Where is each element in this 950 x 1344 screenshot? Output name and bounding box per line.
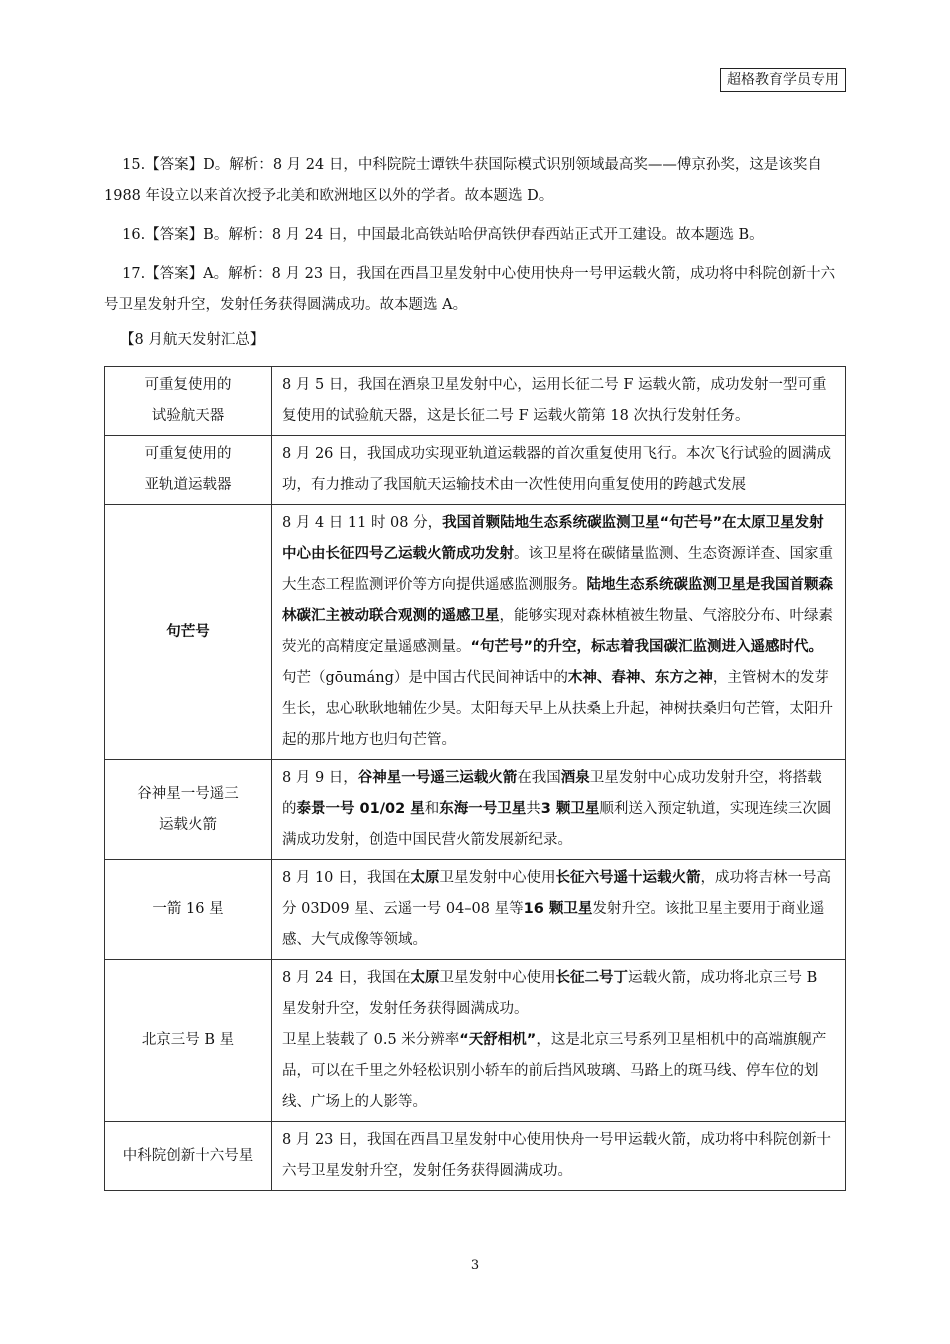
row-name: 一箭 16 星 <box>105 860 272 960</box>
desc-text: 顺利送入预定轨道，实现连续三次圆满成功发射，创造中国民营火箭发展新纪录。 <box>282 801 832 848</box>
answer-16 <box>104 220 846 251</box>
table-row <box>105 860 846 960</box>
desc-bold: 我国首颗陆地生态系统碳监测卫星“句芒号”在太原卫星发射中心由长征四号乙运载火箭成功发射 <box>282 515 824 562</box>
desc-text: ，成功将吉林一号高分 03D09 星、云遥一号 04–08 星等 <box>282 870 832 917</box>
table-row <box>105 505 846 760</box>
desc-bold: 太原 <box>410 870 440 886</box>
row-name-line: 试验航天器 <box>151 408 225 424</box>
row-desc: 8 月 5 日，我国在酒泉卫星发射中心，运用长征二号 F 运载火箭，成功发射一型可重复使用的试验航天器，这是长征二号 F 运载火箭第 18 次执行发射任务。 <box>272 367 846 436</box>
answer-label: 15.【答案】D。解析： <box>122 157 273 173</box>
row-name-line: 亚轨道运载器 <box>144 477 232 493</box>
desc-text: 运载火箭，成功将北京三号 B 星发射升空，发射任务获得圆满成功。 <box>282 970 818 1017</box>
launch-summary-table <box>104 366 846 1191</box>
desc-paragraph <box>282 663 835 756</box>
desc-text: 和 <box>424 801 440 817</box>
desc-text: 8 月 4 日 11 时 08 分， <box>282 515 443 531</box>
row-name: 中科院创新十六号星 <box>105 1122 272 1191</box>
page-number: 3 <box>470 1258 480 1273</box>
row-name <box>105 367 272 436</box>
desc-bold: 太原 <box>410 970 440 986</box>
table-row <box>105 436 846 505</box>
row-name-line: 可重复使用的 <box>144 377 232 393</box>
desc-text: 卫星发射中心使用 <box>439 870 556 886</box>
answer-15 <box>104 150 846 212</box>
desc-bold: “句芒号”的升空，标志着我国碳汇监测进入遥感时代。 <box>470 639 824 655</box>
desc-text: ，主管树木的发芽生长，忠心耿耿地辅佐少昊。太阳每天早上从扶桑上升起，神树扶桑归句芒管，太阳升起的那片地方也归句芒管。 <box>282 670 833 748</box>
summary-title: 【8 月航天发射汇总】 <box>120 332 265 348</box>
desc-bold: 木神、春神、东方之神 <box>567 670 713 686</box>
desc-bold: 3 颗卫星 <box>540 801 600 817</box>
desc-bold: 16 颗卫星 <box>523 901 593 917</box>
desc-text: 共 <box>526 801 541 817</box>
desc-bold: 酒泉 <box>560 770 590 786</box>
table-row <box>105 960 846 1122</box>
desc-text: ，能够实现对森林植被生物量、气溶胶分布、叶绿素荧光的高精度定量遥感测量。 <box>282 608 833 655</box>
row-name-line: 运载火箭 <box>159 816 217 833</box>
desc-paragraph <box>282 1025 835 1118</box>
table-row <box>105 1122 846 1191</box>
desc-text: 卫星发射中心成功发射升空，将搭载的 <box>282 770 822 817</box>
table-row <box>105 760 846 860</box>
answer-label: 17.【答案】A。解析： <box>122 266 272 282</box>
desc-text: 8 月 24 日，我国在 <box>282 970 411 986</box>
row-name-line: 可重复使用的 <box>144 446 232 462</box>
desc-text: 卫星发射中心使用 <box>439 970 556 986</box>
desc-bold: 谷神星一号遥三运载火箭 <box>357 770 518 786</box>
desc-bold: “天舒相机” <box>459 1032 537 1048</box>
desc-bold: 东海一号卫星 <box>439 801 527 817</box>
desc-text: 。该卫星将在碳储量监测、生态资源详查、国家重大生态工程监测评价等方向提供遥感监测服务。 <box>282 546 833 593</box>
desc-text: 8 月 9 日， <box>282 770 358 786</box>
answer-label: 16.【答案】B。解析： <box>122 227 272 243</box>
desc-bold: 长征六号遥十运载火箭 <box>555 870 701 886</box>
desc-paragraph <box>282 963 835 1025</box>
desc-text: 在我国 <box>517 770 561 786</box>
answer-text: 8 月 24 日，中国最北高铁站哈伊高铁伊春西站正式开工建设。故本题选 B。 <box>271 227 764 243</box>
row-desc: 8 月 23 日，我国在西昌卫星发射中心使用快舟一号甲运载火箭，成功将中科院创新十六号卫星发射升空，发射任务获得圆满成功。 <box>272 1122 846 1191</box>
header-tag: 超格教育学员专用 <box>720 68 846 92</box>
desc-bold: 长征二号丁 <box>555 970 629 986</box>
answer-text: 8 月 24 日，中科院院士谭铁牛获国际模式识别领域最高奖——傅京孙奖，这是该奖自 1988 年设立以来首次授予北美和欧洲地区以外的学者。故本题选 D。 <box>104 157 822 204</box>
answer-17 <box>104 259 846 321</box>
desc-text: 发射升空。该批卫星主要用于商业遥感、大气成像等领域。 <box>282 901 825 948</box>
row-name <box>105 436 272 505</box>
row-name <box>105 760 272 860</box>
desc-text: ，这是北京三号系列卫星相机中的高端旗舰产品，可以在千里之外轻松识别小轿车的前后挡风玻璃、马路上的斑马线、停车位的划线、广场上的人影等。 <box>282 1032 827 1110</box>
row-name: 北京三号 B 星 <box>105 960 272 1122</box>
row-desc: 8 月 26 日，我国成功实现亚轨道运载器的首次重复使用飞行。本次飞行试验的圆满成功，有力推动了我国航天运输技术由一次性使用向重复使用的跨越式发展 <box>272 436 846 505</box>
desc-bold: 泰景一号 01/02 星 <box>296 801 425 817</box>
row-desc <box>272 960 846 1122</box>
row-desc <box>272 860 846 960</box>
row-desc <box>272 760 846 860</box>
desc-text: 卫星上装载了 0.5 米分辨率 <box>282 1032 460 1048</box>
row-name-line: 谷神星一号遥三 <box>137 785 239 802</box>
row-name: 句芒号 <box>105 505 272 760</box>
desc-text: 句芒（gōumáng）是中国古代民间神话中的 <box>282 670 568 686</box>
desc-text: 8 月 10 日，我国在 <box>282 870 411 886</box>
table-row <box>105 367 846 436</box>
answer-text: 8 月 23 日，我国在西昌卫星发射中心使用快舟一号甲运载火箭，成功将中科院创新十六号卫星发射升空，发射任务获得圆满成功。故本题选 A。 <box>104 266 836 313</box>
desc-paragraph <box>282 508 835 663</box>
row-desc <box>272 505 846 760</box>
desc-bold: 陆地生态系统碳监测卫星是我国首颗森林碳汇主被动联合观测的遥感卫星 <box>282 577 833 624</box>
